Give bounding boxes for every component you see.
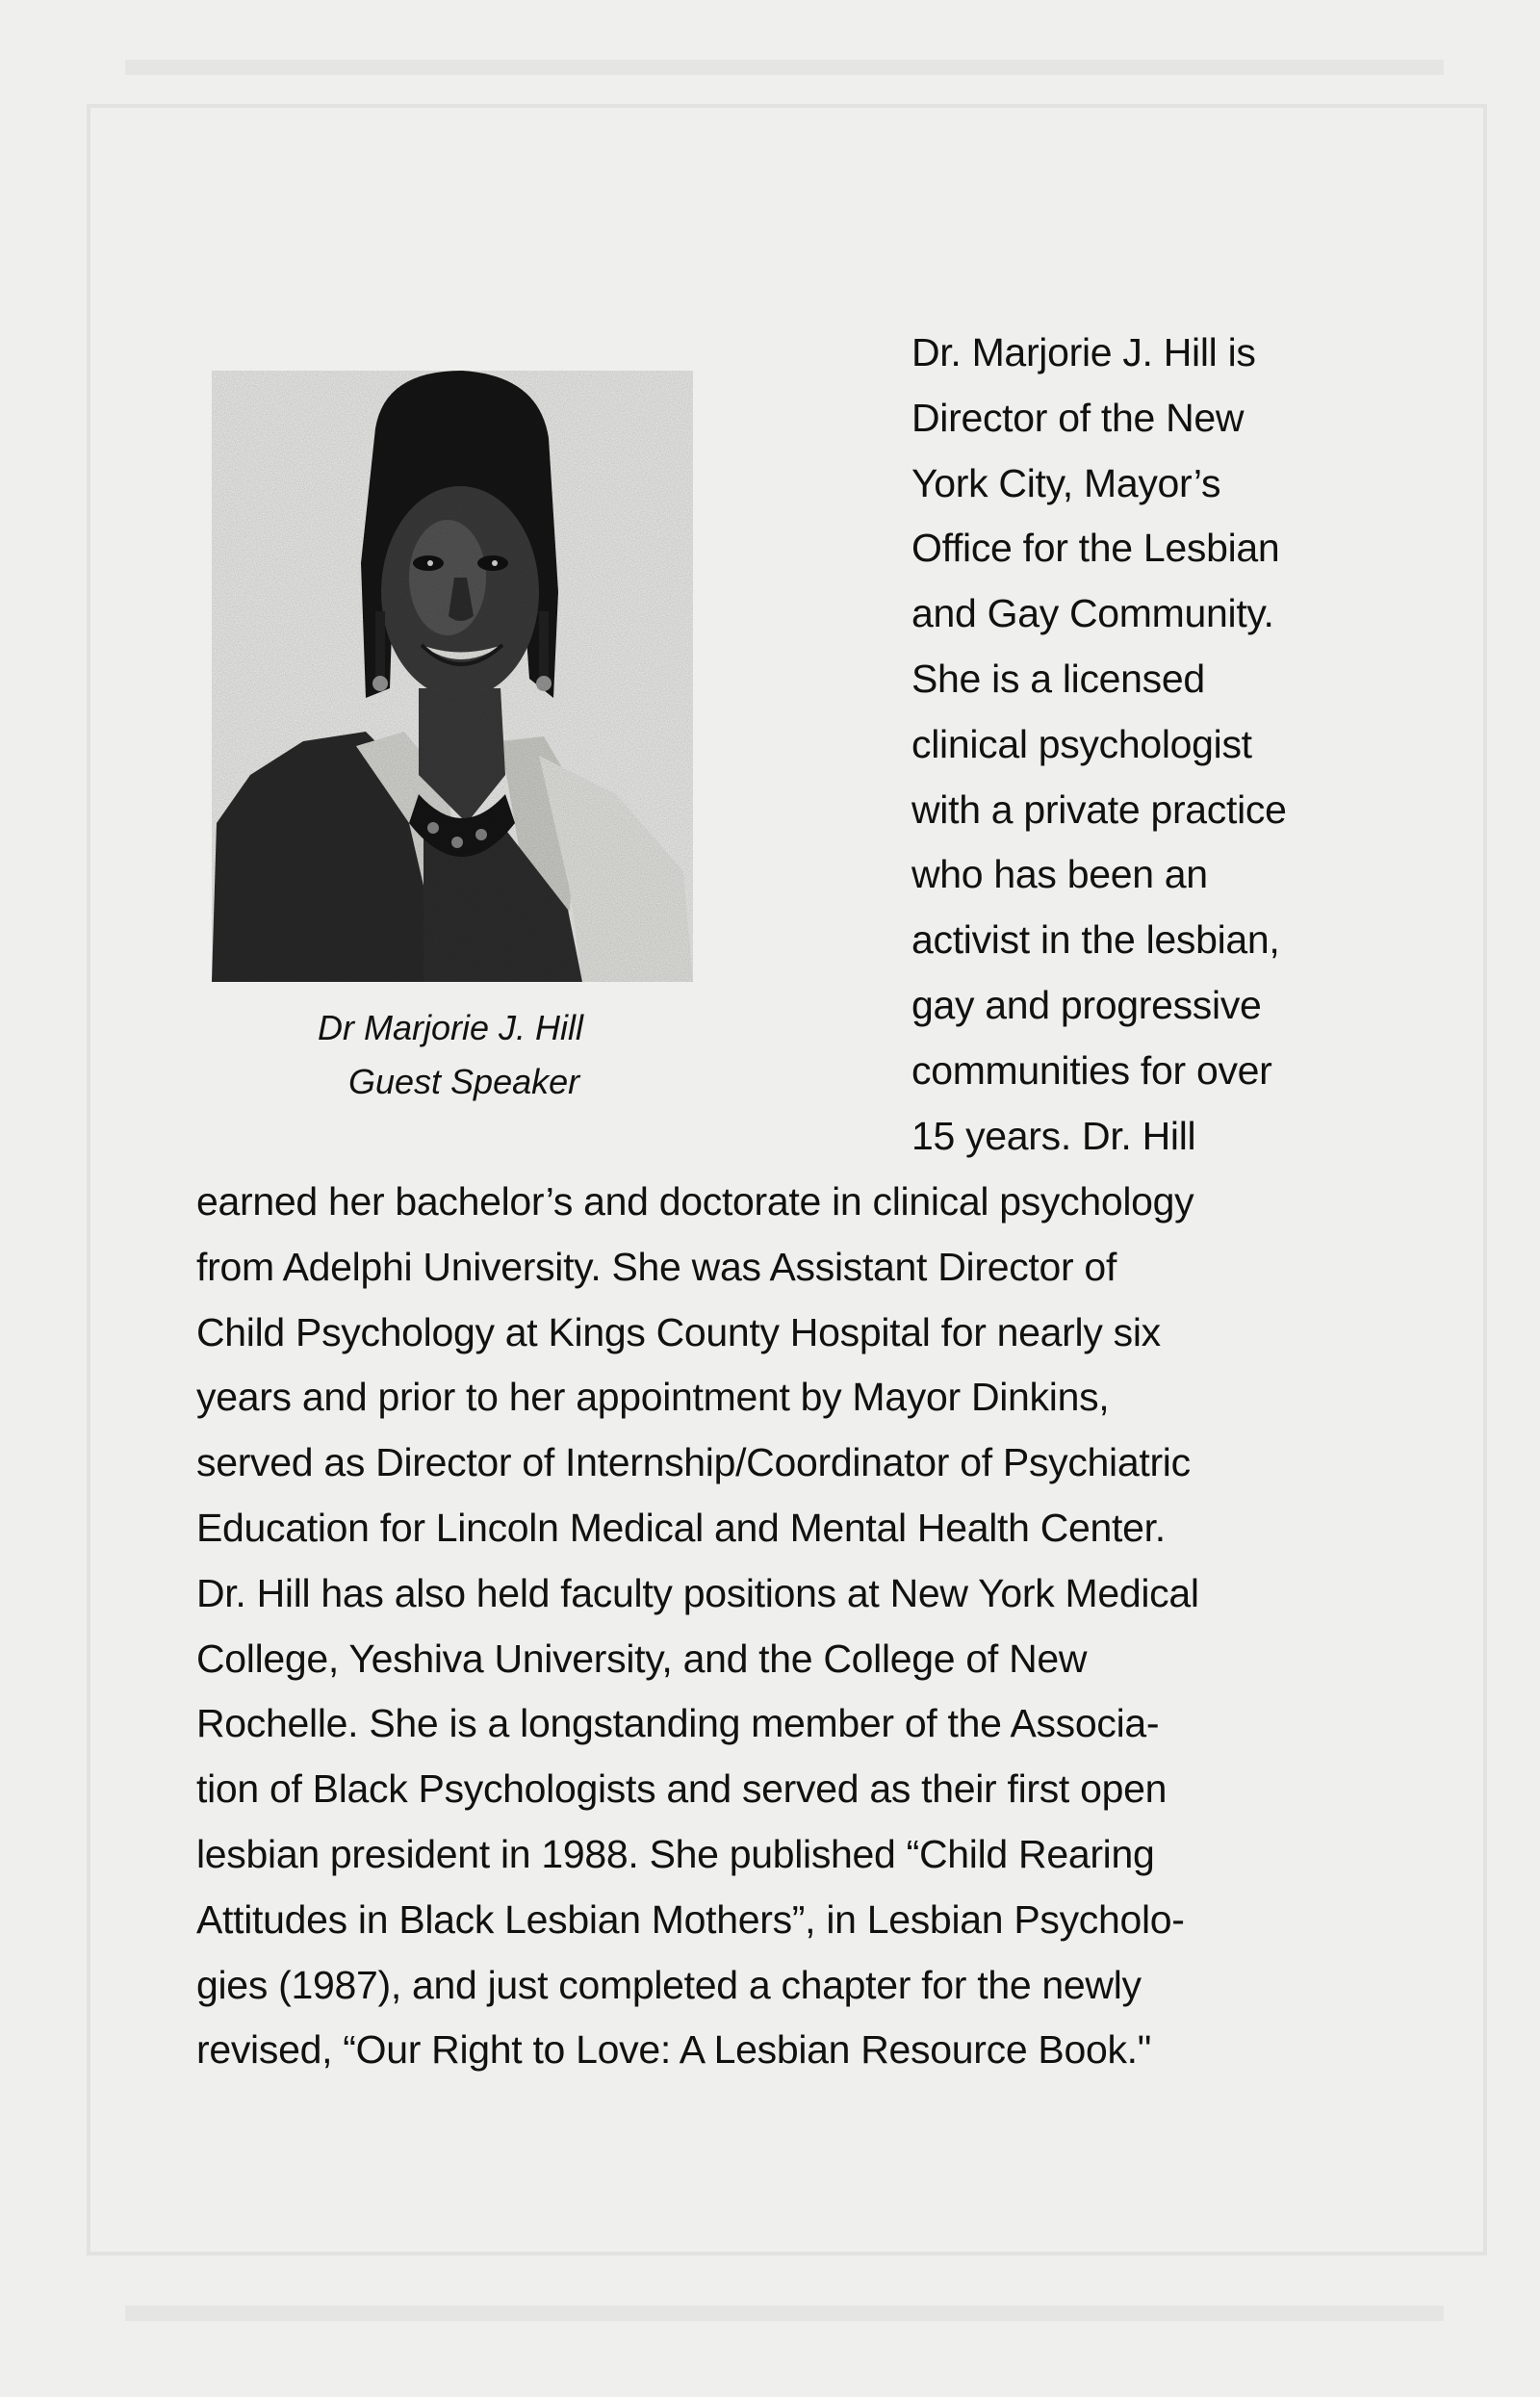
bio-column-line: gay and progressive [911, 982, 1262, 1027]
speaker-portrait-photo [212, 371, 693, 982]
bio-column-line: clinical psychologist [911, 721, 1252, 766]
bio-body-line: gies (1987), and just completed a chapter for the newly [196, 1962, 1142, 2007]
bio-body-text [196, 1170, 1380, 2083]
caption-name: Dr Marjorie J. Hill [318, 1008, 584, 1047]
bio-column-line: York City, Mayor’s [911, 460, 1221, 505]
bio-body-line: College, Yeshiva University, and the College of New [196, 1636, 1088, 1681]
bio-body-line: Attitudes in Black Lesbian Mothers”, in Lesbian Psycholo- [196, 1896, 1185, 1942]
bio-column-text [911, 321, 1393, 1169]
bio-column-line: 15 years. Dr. Hill [911, 1113, 1196, 1158]
bio-body-line: Education for Lincoln Medical and Mental Health Center. [196, 1505, 1166, 1550]
bio-column-line: Director of the New [911, 395, 1245, 440]
bio-column-line: activist in the lesbian, [911, 917, 1280, 963]
bio-column-line: Office for the Lesbian [911, 526, 1280, 571]
bio-body-line: years and prior to her appointment by Mayor Dinkins, [196, 1375, 1110, 1420]
bleed-through-band-bottom [125, 2306, 1444, 2321]
bio-column-line: and Gay Community. [911, 591, 1274, 636]
bio-column-line: who has been an [911, 852, 1208, 897]
bio-body-line: from Adelphi University. She was Assistant Director of [196, 1244, 1117, 1289]
bio-body-line: lesbian president in 1988. She published “Child Rearing [196, 1831, 1155, 1876]
bio-column-line: communities for over [911, 1047, 1272, 1093]
bio-body-line: Rochelle. She is a longstanding member of the Associa- [196, 1701, 1160, 1746]
bio-body-line: Dr. Hill has also held faculty positions at New York Medical [196, 1570, 1199, 1615]
bio-body-line: earned her bachelor’s and doctorate in clinical psychology [196, 1179, 1194, 1224]
bio-body-line: served as Director of Internship/Coordinator of Psychiatric [196, 1440, 1191, 1485]
bio-column-line: with a private practice [911, 786, 1287, 832]
bio-body-line: Child Psychology at Kings County Hospital for nearly six [196, 1309, 1161, 1354]
bio-body-line: revised, “Our Right to Love: A Lesbian Resource Book." [196, 2027, 1152, 2073]
caption-role: Guest Speaker [348, 1062, 580, 1101]
bleed-through-band-top [125, 60, 1444, 75]
bio-column-line: She is a licensed [911, 656, 1205, 701]
bio-body-line: tion of Black Psychologists and served as their first open [196, 1766, 1168, 1812]
photo-caption [318, 1001, 799, 1109]
bio-column-line: Dr. Marjorie J. Hill is [911, 330, 1256, 374]
